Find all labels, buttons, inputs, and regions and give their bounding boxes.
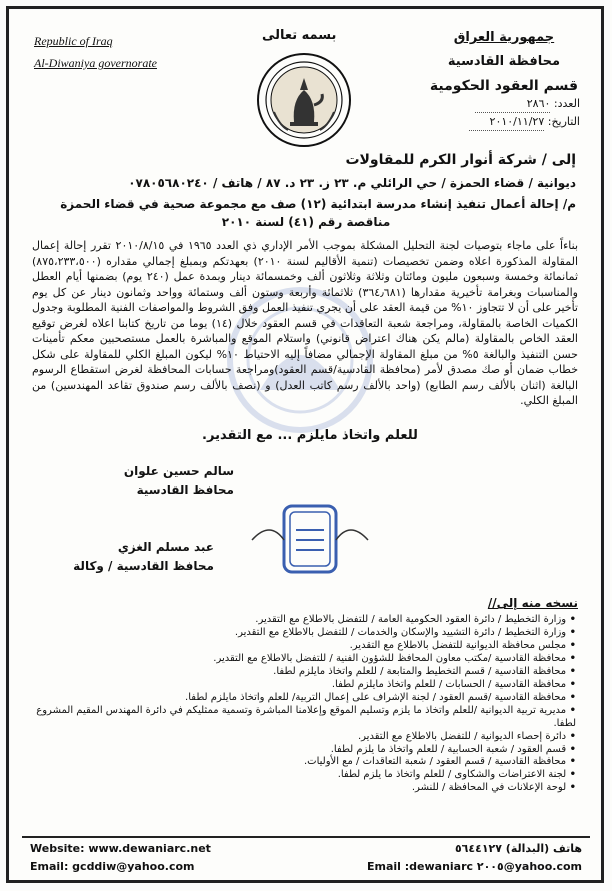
governorate-emblem-icon [254,50,354,150]
copy-recipient-item: • دائرة إحصاء الديوانية / للتفضل بالاطلاع مع التقدير. [28,731,576,744]
arabic-header [430,26,578,98]
closing-line: للعلم واتخاذ مايلزم ... مع التقدير. [202,428,418,443]
signature-title: محافظ القادسية / وكالة [73,559,214,573]
english-header [34,30,157,74]
copy-recipient-item: • محافظة القادسية / قسم العقود / شعبة التعاقدات / مع الأوليات. [28,756,576,769]
official-stamp [250,500,370,580]
header-governorate: Al-Diwaniya governorate [34,56,157,70]
footer-row-2 [30,860,582,873]
footer-email-2[interactable]: Email: gcddiw@yahoo.com [30,860,195,873]
copies-list [28,614,576,795]
copy-recipient-item: • محافظة القادسية /مكتب معاون المحافظ للشؤون الفنية / للتفضل بالاطلاع مع التقدير. [28,653,576,666]
copy-recipient-item: • لجنة الاعتراضات والشكاوى / للعلم واتخاذ ما يلزم لطفا. [28,769,576,782]
number-label: العدد: [553,97,580,110]
number-date-block [469,95,580,131]
footer-divider [22,836,590,838]
copies-heading: نسخه منه إلى// [487,596,578,610]
signature-governor [64,462,234,500]
date-label: التاريخ: [547,115,580,128]
signature-name: سالم حسين علوان [123,464,234,478]
bismillah: بسمه تعالى [262,28,337,43]
copy-recipient-item: • وزارة التخطيط / دائرة العقود الحكومية العامة / للتفضل بالاطلاع مع التقدير. [28,614,576,627]
footer-row-1 [30,842,582,855]
header-country: Republic of Iraq [34,34,113,48]
addressee-address: ديوانية / قضاء الحمزة / حي الرائلي م. ٢٣ ز. ٢٣ د. ٨٧ / هاتف / ٠٧٨٠٥٦٨٠٢٤٠ [128,176,576,190]
header-country-ar: جمهورية العراق [453,30,555,45]
letter-body: بناءاً على ماجاء بتوصيات لجنة التحليل المشكلة بموجب الأمر الإداري ذي العدد ١٩٦٥ في ٢٠١٠/٨/١٥ تقرر إحالة إعمال المقاولة المذكورة اعلاه وضمن تخصيصات (تنمية الأقاليم لسنة ٢٠١٠) بعهدتكم وبمبلغ إجمالي مقداره (٨٧٥،٢٣٣،٥٠٠) ثمانمائة وخمسة وسبعون مليون ومائتان وثلاثة وثلاثون ألف وخمسمائة دينار وبمدة عمل (٢٤٠ يوم) بضمنها أيام العطل والمناسبات وبغرامة تأخيرية مقدارها (٣٦٤٫٦٨١) ثلاثمائة وأربعة وستون ألف وستمائة وواحد وثمانون دينار عن كل يوم تأخير على أن لا تتجاوز ١٠% من قيمة العقد على أن يجري تنفيذ العمل وفق الشروط والمواصفات الفنية المطلوبة وجدول الكميات الخاصة بالمقاولة، ومراجعة شعبة التعاقدات في قسم العقود خلال (١٤) يوما من تاريخ كتابنا اعلاه لغرض توقيع العقد الخاص بالمقاولة (مالم يكن هناك اعتراض قانوني) واستلام الموقع والمباشرة بالعمل مستصحبين معكم تأمينات حسن التنفيذ والبالغة ٥% من مبلغ المقاولة الإجمالي مضافاً إليه الاحتياط ١٠% ليكون المبلغ الكلي للمقاولة على شكل خطاب ضمان أو صك مصدق لأمر (محافظة القادسية/قسم العقود)ومراجعة حسابات المحافظة لغرض استقطاع الرسوم البالغة (اثنان بالألف رسم الطابع) (واحد بالألف رسم كاتب العدل) و (نصف بالألف رسم صندوق تقاعد المهندسين) من المبلغ الكلي. [32,239,579,407]
header-governorate-ar: محافظة القادسية [447,54,561,69]
footer-email-1[interactable]: Email :dewaniarc ٢٠٠٥@yahoo.com [366,860,582,873]
copy-recipient-item: • محافظة القادسية / قسم التخطيط والمتابعة / للعلم واتخاذ مايلزم لطفا. [28,666,576,679]
tender-number: مناقصة رقم (٤١) لسنة ٢٠١٠ [221,215,391,229]
addressee-to: إلى / شركة أنوار الكرم للمقاولات [345,152,576,168]
header-department-ar: قسم العقود الحكومية [429,78,578,94]
copy-recipient-item: • لوحة الإعلانات في المحافظة / للنشر. [28,782,576,795]
copy-recipient-item: • مجلس محافظة الديوانية للتفضل بالاطلاع مع التقدير. [28,640,576,653]
copy-recipient-item: • قسم العقود / شعبة الحسابية / للعلم واتخاذ ما يلزم لطفا. [28,744,576,757]
signature-name: عبد مسلم الغزي [117,540,214,554]
number-value: ٢٨٦٠ [475,95,550,113]
footer-website[interactable]: Website: www.dewaniarc.net [30,842,211,855]
letter-subject: م/ إحالة أعمال تنفيذ إنشاء مدرسة ابتدائية (١٢) صف مع مجموعة صحية في قضاء الحمزة [60,197,576,211]
signature-acting-governor [44,538,214,576]
copy-recipient-item: • محافظة القادسية /قسم العقود / لجنة الإشراف على إعمال التربية/ للعلم واتخاذ مايلزم لطفا. [28,692,576,705]
footer-phone: هاتف (البدالة) ٥٦٤٤١٢٧ [454,842,582,855]
copy-recipient-item: • محافظة القادسية / الحسابات / للعلم واتخاذ مايلزم لطفا. [28,679,576,692]
signature-title: محافظ القادسية [136,483,234,497]
copy-recipient-item: • وزارة التخطيط / دائرة التشييد والإسكان والخدمات / للتفضل بالاطلاع مع التقدير. [28,627,576,640]
date-value: ٢٠١٠/١١/٢٧ [469,113,544,131]
copy-recipient-item: • مديرية تربية الديوانية /للعلم واتخاذ ما يلزم وتسليم الموقع وإعلامنا المباشرة وتسمية ممثليكم في دائرة المهندس المقيم المشروع لطفا. [28,705,576,731]
